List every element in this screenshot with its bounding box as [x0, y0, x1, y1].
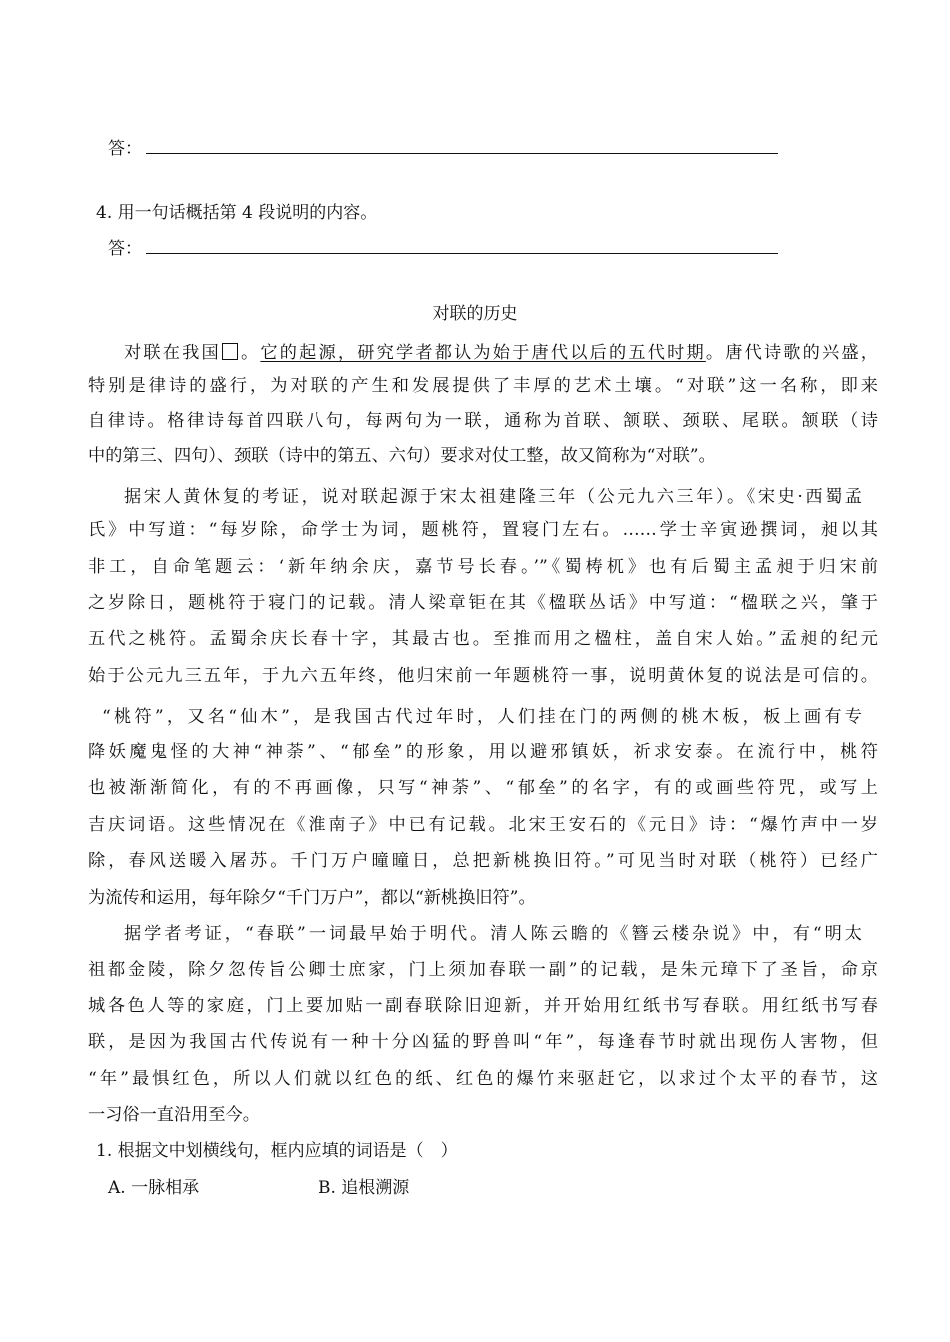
p3-line-5: 除，春风送暖入屠苏。千门万户曈曈日，总把新桃换旧符。”可见当时对联（桃符）已经广	[88, 851, 878, 871]
p1-line-3: 自律诗。格律诗每首四联八句，每两句为一联，通称为首联、颔联、颈联、尾联。颔联（诗	[88, 411, 878, 431]
q4-question: 4. 用一句话概括第 4 段说明的内容。	[96, 203, 378, 223]
p3-line-3: 也被渐渐简化，有的不再画像，只写“神荼”、“郁垒”的名字，有的或画些符咒，或写上	[88, 778, 878, 798]
answer-box	[222, 343, 238, 360]
p4-line-1: 据学者考证，“春联”一词最早始于明代。清人陈云瞻的《簪云楼杂说》中，有“明太	[124, 924, 862, 944]
q4-answer-row	[108, 237, 778, 261]
p3-line-4: 吉庆词语。这些情况在《淮南子》中已有记载。北宋王安石的《元日》诗：“爆竹声中一岁	[88, 815, 878, 835]
p4-line-3: 城各色人等的家庭，门上要加贴一副春联除旧迎新，并开始用红纸书写春联。用红纸书写春	[88, 996, 878, 1016]
p2-line-5: 五代之桃符。孟蜀余庆长春十字，其最古也。至推而用之楹柱，盖自宋人始。”孟昶的纪元	[88, 629, 878, 649]
p2-line-4: 之岁除日，题桃符于寝门的记载。清人梁章钜在其《楹联丛话》中写道：“楹联之兴，肇于	[88, 593, 878, 613]
p3-line-1: “桃符”，又名“仙木”，是我国古代过年时，人们挂在门的两侧的桃木板，板上画有专	[102, 707, 862, 727]
p3-line-2: 降妖魔鬼怪的大神“神荼”、“郁垒”的形象，用以避邪镇妖，祈求安泰。在流行中，桃符	[88, 742, 878, 762]
p1-text-b: 。	[238, 343, 261, 363]
q3-answer-label: 答：	[108, 139, 142, 159]
q1-option-b[interactable]: B. 追根溯源	[318, 1178, 410, 1198]
q1-question: 1. 根据文中划横线句，框内应填的词语是（ ）	[96, 1141, 458, 1161]
p4-line-4: 联，是因为我国古代传说有一种十分凶猛的野兽叫“年”，每逢春节时就出现伤人害物，但	[88, 1032, 878, 1052]
p2-line-3: 非工，自命笔题云：‘新年纳余庆，嘉节号长春。’”《蜀梼杌》也有后蜀主孟昶于归宋前	[88, 557, 878, 577]
q3-answer-blank[interactable]	[146, 137, 778, 154]
p4-line-6: 一习俗一直沿用至今。	[88, 1105, 260, 1125]
p4-line-2: 祖都金陵，除夕忽传旨公卿士庶家，门上须加春联一副”的记载，是朱元璋下了圣旨，命京	[88, 960, 878, 980]
p1-line-4: 中的第三、四句）、颈联（诗中的第五、六句）要求对仗工整，故又简称为“对联”。	[88, 446, 716, 466]
p1-text-c: 。唐代诗歌的兴盛，	[705, 343, 878, 363]
p4-line-5: “年”最惧红色，所以人们就以红色的纸、红色的爆竹来驱赶它，以求过个太平的春节，这	[88, 1069, 878, 1089]
p2-line-1: 据宋人黄休复的考证，说对联起源于宋太祖建隆三年（公元九六三年）。《宋史·西蜀孟	[124, 487, 862, 507]
p1-line-1	[124, 341, 878, 365]
underlined-sentence: 它的起源，研究学者都认为始于唐代以后的五代时期	[260, 343, 706, 363]
article-title: 对联的历史	[432, 304, 518, 324]
q4-answer-label: 答：	[108, 239, 142, 259]
p2-line-6: 始于公元九三五年，于九六五年终，他归宋前一年题桃符一事，说明黄休复的说法是可信的。	[88, 666, 878, 686]
p2-line-2: 氏》中写道：“每岁除，命学士为词，题桃符，置寝门左右。……学士辛寅逊撰词，昶以其	[88, 520, 878, 540]
q3-answer-row	[108, 137, 778, 161]
p1-text-a: 对联在我国	[124, 343, 221, 363]
q1-option-a[interactable]: A. 一脉相承	[108, 1178, 200, 1198]
q4-answer-blank[interactable]	[146, 237, 778, 254]
p1-line-2: 特别是律诗的盛行，为对联的产生和发展提供了丰厚的艺术土壤。“对联”这一名称，即来	[88, 376, 878, 396]
p3-line-6: 为流传和运用，每年除夕“千门万户”，都以“新桃换旧符”。	[88, 888, 536, 908]
